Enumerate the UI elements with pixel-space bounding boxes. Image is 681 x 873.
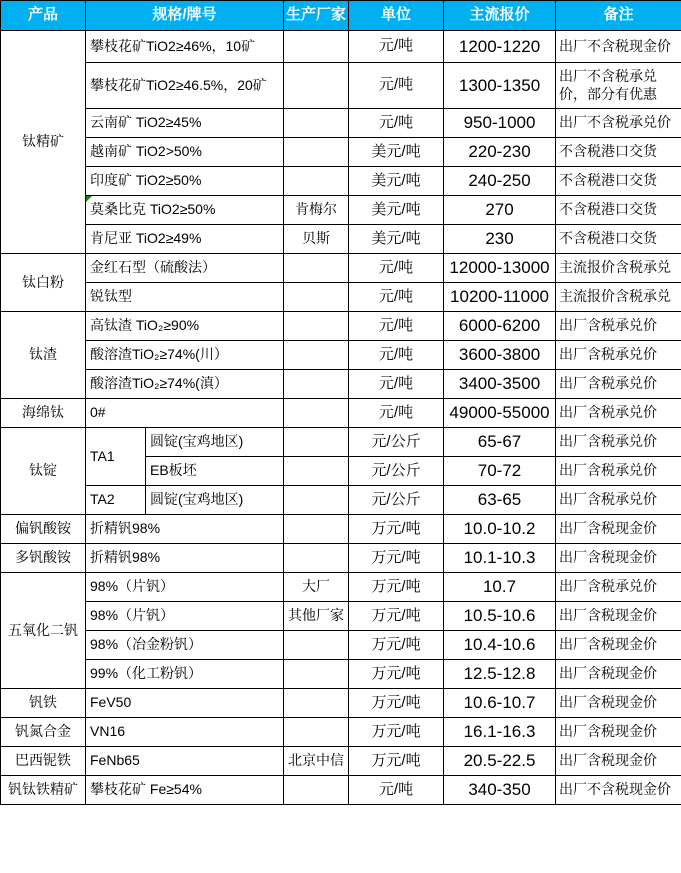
note-cell: 出厂不含税承兑价，部分有优惠 (556, 63, 681, 109)
price-cell: 10.4-10.6 (444, 631, 556, 660)
note-cell: 主流报价含税承兑 (556, 254, 681, 283)
price-cell: 270 (444, 196, 556, 225)
table-row (1, 602, 681, 631)
product-cell: 钛锭 (1, 428, 86, 515)
header-cell-note: 备注 (556, 1, 681, 31)
header-cell-spec: 规格/牌号 (86, 1, 284, 31)
manufacturer-cell (284, 312, 349, 341)
manufacturer-cell (284, 167, 349, 196)
product-cell: 多钒酸铵 (1, 544, 86, 573)
unit-cell: 元/吨 (349, 370, 444, 399)
note-cell: 出厂含税承兑价 (556, 399, 681, 428)
table-row (1, 254, 681, 283)
table-row (1, 283, 681, 312)
price-cell: 10.5-10.6 (444, 602, 556, 631)
unit-cell: 万元/吨 (349, 515, 444, 544)
unit-cell: 元/吨 (349, 399, 444, 428)
note-cell: 出厂不含税现金价 (556, 31, 681, 63)
spec-cell: 折精钒98% (86, 515, 284, 544)
note-cell: 出厂含税承兑价 (556, 341, 681, 370)
table-row (1, 399, 681, 428)
manufacturer-cell (284, 544, 349, 573)
type-cell: 圆锭(宝鸡地区) (146, 428, 284, 457)
unit-cell: 美元/吨 (349, 196, 444, 225)
table-row (1, 312, 681, 341)
spec-cell: FeV50 (86, 689, 284, 718)
note-cell: 出厂不含税承兑价 (556, 109, 681, 138)
product-cell: 钛渣 (1, 312, 86, 399)
price-cell: 10200-11000 (444, 283, 556, 312)
product-cell: 钒铁 (1, 689, 86, 718)
spec-cell: 攀枝花矿TiO2≥46%，10矿 (86, 31, 284, 63)
unit-cell: 元/吨 (349, 776, 444, 805)
table-row (1, 109, 681, 138)
price-cell: 230 (444, 225, 556, 254)
note-cell: 出厂含税现金价 (556, 544, 681, 573)
price-cell: 3400-3500 (444, 370, 556, 399)
unit-cell: 万元/吨 (349, 747, 444, 776)
manufacturer-cell (284, 515, 349, 544)
spec-cell: 0# (86, 399, 284, 428)
table-row (1, 428, 681, 457)
table-row (1, 63, 681, 109)
product-cell: 钛白粉 (1, 254, 86, 312)
table-row (1, 544, 681, 573)
price-cell: 10.0-10.2 (444, 515, 556, 544)
manufacturer-cell (284, 689, 349, 718)
spec-cell: FeNb65 (86, 747, 284, 776)
table-row (1, 370, 681, 399)
manufacturer-cell (284, 399, 349, 428)
unit-cell: 万元/吨 (349, 544, 444, 573)
spec-cell: VN16 (86, 718, 284, 747)
grade-cell: TA1 (86, 428, 146, 486)
table-row (1, 631, 681, 660)
price-cell: 240-250 (444, 167, 556, 196)
product-cell: 海绵钛 (1, 399, 86, 428)
spec-cell: 越南矿 TiO2>50% (86, 138, 284, 167)
price-cell: 10.1-10.3 (444, 544, 556, 573)
spec-cell: 攀枝花矿 Fe≥54% (86, 776, 284, 805)
table-row (1, 573, 681, 602)
note-cell: 出厂含税现金价 (556, 602, 681, 631)
note-cell: 出厂含税现金价 (556, 747, 681, 776)
note-cell: 主流报价含税承兑 (556, 283, 681, 312)
note-cell: 不含税港口交货 (556, 225, 681, 254)
manufacturer-cell (284, 31, 349, 63)
manufacturer-cell (284, 341, 349, 370)
price-cell: 12000-13000 (444, 254, 556, 283)
spec-cell: 酸溶渣TiO₂≥74%(滇） (86, 370, 284, 399)
price-cell: 340-350 (444, 776, 556, 805)
unit-cell: 元/吨 (349, 31, 444, 63)
manufacturer-cell: 北京中信 (284, 747, 349, 776)
header-cell-unit: 单位 (349, 1, 444, 31)
note-cell: 不含税港口交货 (556, 138, 681, 167)
unit-cell: 元/吨 (349, 312, 444, 341)
header-row (1, 1, 681, 31)
unit-cell: 元/公斤 (349, 457, 444, 486)
table-row (1, 689, 681, 718)
unit-cell: 美元/吨 (349, 138, 444, 167)
spec-text: 莫桑比克 TiO2≥50% (90, 201, 216, 218)
note-cell: 出厂含税现金价 (556, 718, 681, 747)
note-cell: 出厂含税承兑价 (556, 428, 681, 457)
price-cell: 6000-6200 (444, 312, 556, 341)
manufacturer-cell: 大厂 (284, 573, 349, 602)
manufacturer-cell (284, 138, 349, 167)
manufacturer-cell (284, 660, 349, 689)
unit-cell: 美元/吨 (349, 225, 444, 254)
manufacturer-cell (284, 776, 349, 805)
unit-cell: 元/吨 (349, 63, 444, 109)
manufacturer-cell (284, 428, 349, 457)
table-row (1, 225, 681, 254)
unit-cell: 元/公斤 (349, 486, 444, 515)
spec-cell: 攀枝花矿TiO2≥46.5%，20矿 (86, 63, 284, 109)
spec-cell: 98%（片钒） (86, 602, 284, 631)
product-cell: 钒钛铁精矿 (1, 776, 86, 805)
spec-cell: 高钛渣 TiO₂≥90% (86, 312, 284, 341)
type-cell: EB板坯 (146, 457, 284, 486)
unit-cell: 万元/吨 (349, 718, 444, 747)
spec-cell: 云南矿 TiO2≥45% (86, 109, 284, 138)
unit-cell: 万元/吨 (349, 631, 444, 660)
price-cell: 16.1-16.3 (444, 718, 556, 747)
table-row (1, 31, 681, 63)
spec-cell: 折精钒98% (86, 544, 284, 573)
manufacturer-cell (284, 631, 349, 660)
price-cell: 70-72 (444, 457, 556, 486)
header-cell-price: 主流报价 (444, 1, 556, 31)
product-cell: 钒氮合金 (1, 718, 86, 747)
table-row (1, 138, 681, 167)
price-cell: 3600-3800 (444, 341, 556, 370)
price-cell: 63-65 (444, 486, 556, 515)
unit-cell: 元/吨 (349, 254, 444, 283)
manufacturer-cell (284, 457, 349, 486)
note-cell: 出厂含税现金价 (556, 689, 681, 718)
price-cell: 20.5-22.5 (444, 747, 556, 776)
unit-cell: 元/吨 (349, 109, 444, 138)
product-cell: 钛精矿 (1, 31, 86, 254)
price-cell: 10.7 (444, 573, 556, 602)
manufacturer-cell (284, 370, 349, 399)
manufacturer-cell (284, 283, 349, 312)
price-cell: 1300-1350 (444, 63, 556, 109)
product-cell: 五氧化二钒 (1, 573, 86, 689)
note-cell: 出厂不含税现金价 (556, 776, 681, 805)
spec-cell: 锐钛型 (86, 283, 284, 312)
note-cell: 不含税港口交货 (556, 167, 681, 196)
note-cell: 出厂含税承兑价 (556, 486, 681, 515)
note-cell: 出厂含税承兑价 (556, 457, 681, 486)
unit-cell: 万元/吨 (349, 660, 444, 689)
note-cell: 出厂含税现金价 (556, 631, 681, 660)
spec-cell: 印度矿 TiO2≥50% (86, 167, 284, 196)
comment-indicator-icon (86, 196, 92, 202)
note-cell: 出厂含税承兑价 (556, 573, 681, 602)
table-row (1, 341, 681, 370)
manufacturer-cell: 贝斯 (284, 225, 349, 254)
table-row (1, 660, 681, 689)
note-cell: 出厂含税现金价 (556, 515, 681, 544)
grade-cell: TA2 (86, 486, 146, 515)
table-row (1, 747, 681, 776)
product-cell: 偏钒酸铵 (1, 515, 86, 544)
manufacturer-cell: 肯梅尔 (284, 196, 349, 225)
spec-cell: 99%（化工粉钒） (86, 660, 284, 689)
table-row (1, 196, 681, 225)
price-cell: 12.5-12.8 (444, 660, 556, 689)
table-row (1, 167, 681, 196)
note-cell: 出厂含税承兑价 (556, 370, 681, 399)
header-cell-product: 产品 (1, 1, 86, 31)
spec-cell (86, 196, 284, 225)
manufacturer-cell: 其他厂家 (284, 602, 349, 631)
spec-cell: 酸溶渣TiO₂≥74%(川） (86, 341, 284, 370)
table-row (1, 776, 681, 805)
product-cell: 巴西铌铁 (1, 747, 86, 776)
unit-cell: 元/吨 (349, 283, 444, 312)
header-cell-manufacturer: 生产厂家 (284, 1, 349, 31)
unit-cell: 元/公斤 (349, 428, 444, 457)
spec-cell: 98%（片钒） (86, 573, 284, 602)
spec-cell: 金红石型（硫酸法） (86, 254, 284, 283)
price-cell: 65-67 (444, 428, 556, 457)
unit-cell: 万元/吨 (349, 573, 444, 602)
unit-cell: 美元/吨 (349, 167, 444, 196)
manufacturer-cell (284, 254, 349, 283)
manufacturer-cell (284, 63, 349, 109)
spec-cell: 98%（冶金粉钒） (86, 631, 284, 660)
table-row (1, 718, 681, 747)
price-cell: 220-230 (444, 138, 556, 167)
note-cell: 不含税港口交货 (556, 196, 681, 225)
table-row (1, 515, 681, 544)
note-cell: 出厂含税现金价 (556, 660, 681, 689)
spec-cell: 肯尼亚 TiO2≥49% (86, 225, 284, 254)
unit-cell: 万元/吨 (349, 689, 444, 718)
unit-cell: 元/吨 (349, 341, 444, 370)
price-cell: 49000-55000 (444, 399, 556, 428)
note-cell: 出厂含税承兑价 (556, 312, 681, 341)
table-row (1, 486, 681, 515)
price-cell: 950-1000 (444, 109, 556, 138)
price-cell: 1200-1220 (444, 31, 556, 63)
manufacturer-cell (284, 718, 349, 747)
type-cell: 圆锭(宝鸡地区) (146, 486, 284, 515)
manufacturer-cell (284, 109, 349, 138)
unit-cell: 万元/吨 (349, 602, 444, 631)
price-cell: 10.6-10.7 (444, 689, 556, 718)
manufacturer-cell (284, 486, 349, 515)
